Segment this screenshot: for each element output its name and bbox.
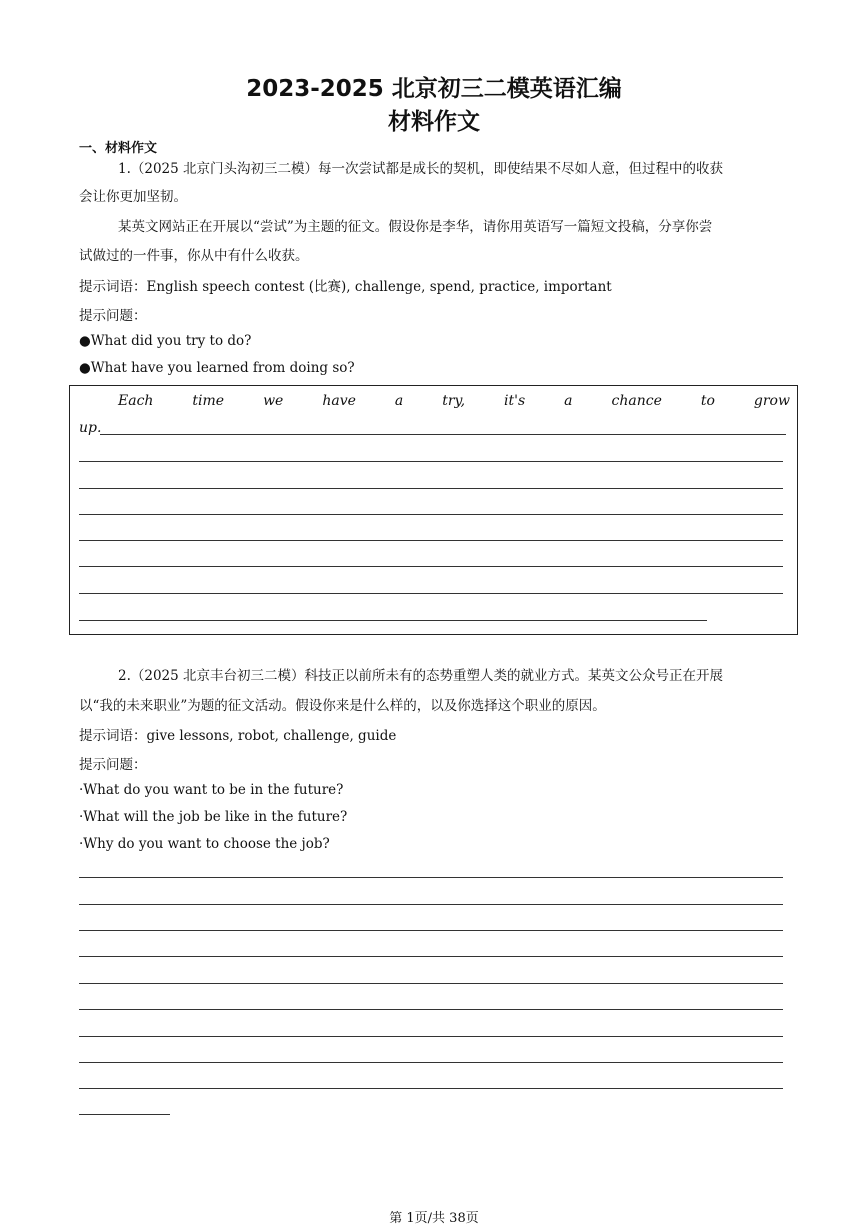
lead-word: it's	[504, 393, 526, 409]
q1-hint-questions-label: 提示问题：	[79, 308, 147, 324]
page-footer: 第 1页/共 38页	[389, 1211, 479, 1226]
q1-lead-sentence	[118, 393, 790, 409]
q2-question-2: ·What will the job be like in the future?	[79, 809, 348, 825]
answer-line	[79, 904, 783, 905]
q2-hint-questions-label: 提示问题：	[79, 757, 147, 773]
answer-line	[79, 1062, 783, 1063]
lead-word: have	[322, 393, 356, 409]
q1-text-line-2: 会让你更加坚韧。	[79, 189, 187, 205]
answer-line	[100, 434, 786, 435]
lead-word: a	[564, 393, 573, 409]
lead-word: chance	[611, 393, 662, 409]
lead-word: we	[263, 393, 284, 409]
q2-hint-words: 提示词语：give lessons, robot, challenge, guide	[79, 728, 397, 744]
lead-word: Each	[118, 393, 154, 409]
lead-word: grow	[753, 393, 790, 409]
q1-hint-words: 提示词语：English speech contest (比赛), challenge, spend, practice, important	[79, 279, 612, 295]
q1-text-line-4: 试做过的一件事，你从中有什么收获。	[79, 248, 309, 264]
answer-line	[79, 983, 783, 984]
lead-word: to	[700, 393, 715, 409]
q1-question-1: ●What did you try to do?	[79, 333, 252, 349]
answer-line	[79, 488, 783, 489]
q1-text-line-3: 某英文网站正在开展以“尝试”为主题的征文。假设你是李华，请你用英语写一篇短文投稿，分享你尝	[118, 219, 713, 235]
answer-line	[79, 1114, 170, 1115]
lead-word: try,	[442, 393, 466, 409]
q2-question-1: ·What do you want to be in the future?	[79, 782, 344, 798]
lead-word: a	[394, 393, 404, 409]
q1-answer-box[interactable]	[69, 385, 798, 635]
lead-word: time	[192, 393, 225, 409]
section-heading: 一、材料作文	[79, 141, 158, 156]
q1-lead-end: up.	[79, 420, 102, 436]
q1-text-line-1: 1.（2025 北京门头沟初三二模）每一次尝试都是成长的契机，即使结果不尽如人意，但过程中的收获	[118, 161, 724, 177]
answer-line	[79, 956, 783, 957]
q1-question-2: ●What have you learned from doing so?	[79, 360, 355, 376]
q2-text-line-1: 2.（2025 北京丰台初三二模）科技正以前所未有的态势重塑人类的就业方式。某英文公众号正在开展	[118, 668, 724, 684]
answer-line	[79, 461, 783, 462]
answer-line	[79, 930, 783, 931]
answer-line	[79, 540, 783, 541]
answer-line	[79, 566, 783, 567]
answer-line	[79, 1009, 783, 1010]
answer-line	[79, 593, 783, 594]
q2-text-line-2: 以“我的未来职业”为题的征文活动。假设你来是什么样的，以及你选择这个职业的原因。	[79, 698, 606, 714]
answer-line	[79, 877, 783, 878]
answer-line	[79, 1088, 783, 1089]
q2-question-3: ·Why do you want to choose the job?	[79, 836, 330, 852]
document-subtitle: 材料作文	[388, 109, 480, 135]
answer-line	[79, 514, 783, 515]
answer-line	[79, 620, 707, 621]
document-title: 2023-2025 北京初三二模英语汇编	[246, 76, 622, 102]
answer-line	[79, 1036, 783, 1037]
